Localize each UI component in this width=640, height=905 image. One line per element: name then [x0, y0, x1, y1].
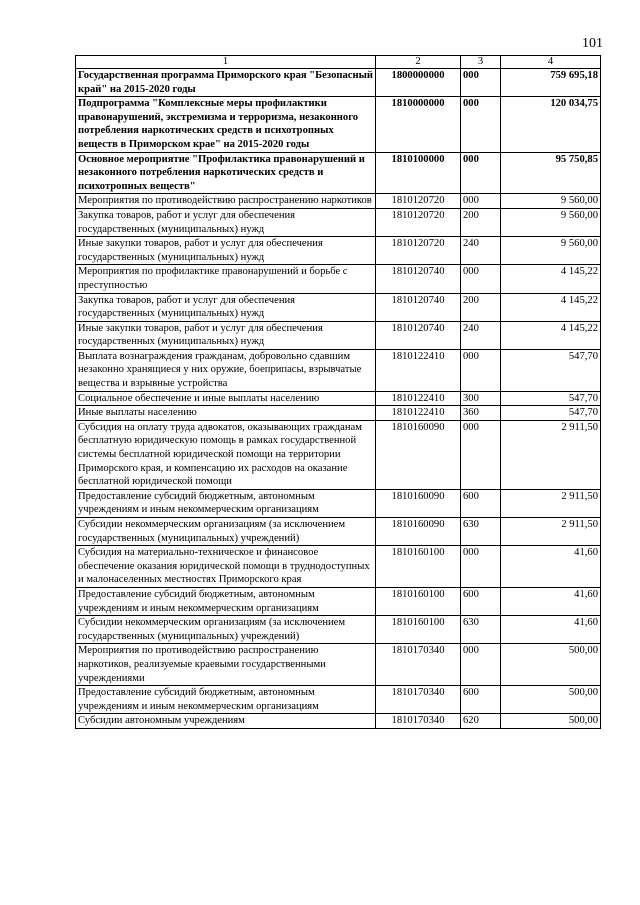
row-name-cell: Социальное обеспечение и иные выплаты населению: [76, 391, 376, 406]
row-kvr-cell: 600: [461, 587, 501, 615]
row-name-cell: Мероприятия по противодействию распространению наркотиков: [76, 194, 376, 209]
row-amount-cell: 500,00: [501, 714, 601, 729]
row-amount-cell: 9 560,00: [501, 208, 601, 236]
row-name-cell: Подпрограмма "Комплексные меры профилактики правонарушений, экстремизма и терроризма, незаконного потребления наркотических средств и психотропных веществ в Приморском крае" на 2015-2020 годы: [76, 97, 376, 152]
row-amount-cell: 9 560,00: [501, 237, 601, 265]
row-amount-cell: 2 911,50: [501, 518, 601, 546]
row-name-cell: Иные закупки товаров, работ и услуг для обеспечения государственных (муниципальных) нужд: [76, 237, 376, 265]
row-kvr-cell: 000: [461, 194, 501, 209]
table-row: [76, 194, 601, 209]
row-kvr-cell: 300: [461, 391, 501, 406]
row-kvr-cell: 360: [461, 406, 501, 421]
table-header: [76, 56, 601, 69]
row-code-cell: 1810122410: [376, 349, 461, 391]
row-kvr-cell: 000: [461, 265, 501, 293]
row-code-cell: 1810170340: [376, 644, 461, 686]
row-amount-cell: 120 034,75: [501, 97, 601, 152]
row-kvr-cell: 600: [461, 489, 501, 517]
row-kvr-cell: 630: [461, 616, 501, 644]
table-row: [76, 97, 601, 152]
table-row: [76, 208, 601, 236]
page-number: 101: [582, 36, 603, 51]
table-row: [76, 644, 601, 686]
row-name-cell: Иные закупки товаров, работ и услуг для обеспечения государственных (муниципальных) нужд: [76, 321, 376, 349]
row-kvr-cell: 000: [461, 546, 501, 588]
row-amount-cell: 41,60: [501, 616, 601, 644]
table-row: [76, 420, 601, 489]
row-amount-cell: 500,00: [501, 644, 601, 686]
row-kvr-cell: 000: [461, 349, 501, 391]
column-header-code: 2: [376, 56, 461, 69]
row-code-cell: 1800000000: [376, 69, 461, 97]
table-row: [76, 265, 601, 293]
row-amount-cell: 9 560,00: [501, 194, 601, 209]
row-name-cell: Предоставление субсидий бюджетным, автономным учреждениям и иным некоммерческим организациям: [76, 686, 376, 714]
table-row: [76, 686, 601, 714]
row-code-cell: 1810160100: [376, 546, 461, 588]
column-header-amount: 4: [501, 56, 601, 69]
row-amount-cell: 547,70: [501, 391, 601, 406]
row-name-cell: Субсидия на оплату труда адвокатов, оказывающих гражданам бесплатную юридическую помощь в рамках государственной системы бесплатной юридической помощи на территории Приморского края, и компенсацию их расходов на оказание бесплатной юридической помощи: [76, 420, 376, 489]
table-row: [76, 546, 601, 588]
row-code-cell: 1810122410: [376, 406, 461, 421]
row-kvr-cell: 000: [461, 69, 501, 97]
table-row: [76, 152, 601, 194]
row-amount-cell: 4 145,22: [501, 321, 601, 349]
row-amount-cell: 759 695,18: [501, 69, 601, 97]
row-code-cell: 1810160090: [376, 489, 461, 517]
column-header-name: 1: [76, 56, 376, 69]
row-kvr-cell: 240: [461, 237, 501, 265]
row-code-cell: 1810120720: [376, 194, 461, 209]
row-name-cell: Мероприятия по профилактике правонарушений и борьбе с преступностью: [76, 265, 376, 293]
row-code-cell: 1810170340: [376, 686, 461, 714]
row-code-cell: 1810000000: [376, 97, 461, 152]
row-name-cell: Закупка товаров, работ и услуг для обеспечения государственных (муниципальных) нужд: [76, 208, 376, 236]
row-kvr-cell: 200: [461, 293, 501, 321]
budget-table: [75, 55, 601, 729]
row-kvr-cell: 620: [461, 714, 501, 729]
row-kvr-cell: 200: [461, 208, 501, 236]
row-kvr-cell: 000: [461, 152, 501, 194]
table-row: [76, 321, 601, 349]
row-name-cell: Иные выплаты населению: [76, 406, 376, 421]
row-name-cell: Выплата вознаграждения гражданам, добровольно сдавшим незаконно хранящиеся у них оружие, боеприпасы, взрывчатые вещества и взрывные устройства: [76, 349, 376, 391]
header-row: [76, 56, 601, 69]
row-code-cell: 1810170340: [376, 714, 461, 729]
row-amount-cell: 41,60: [501, 587, 601, 615]
row-code-cell: 1810160100: [376, 616, 461, 644]
row-code-cell: 1810120720: [376, 237, 461, 265]
row-kvr-cell: 000: [461, 420, 501, 489]
row-code-cell: 1810120740: [376, 265, 461, 293]
row-code-cell: 1810122410: [376, 391, 461, 406]
table-row: [76, 489, 601, 517]
row-name-cell: Субсидии некоммерческим организациям (за исключением государственных (муниципальных) учреждений): [76, 518, 376, 546]
row-amount-cell: 4 145,22: [501, 265, 601, 293]
row-name-cell: Мероприятия по противодействию распространению наркотиков, реализуемые краевыми государственными учреждениями: [76, 644, 376, 686]
row-name-cell: Субсидии некоммерческим организациям (за исключением государственных (муниципальных) учреждений): [76, 616, 376, 644]
row-amount-cell: 547,70: [501, 406, 601, 421]
row-amount-cell: 95 750,85: [501, 152, 601, 194]
row-name-cell: Предоставление субсидий бюджетным, автономным учреждениям и иным некоммерческим организациям: [76, 489, 376, 517]
row-kvr-cell: 000: [461, 644, 501, 686]
column-header-kvr: 3: [461, 56, 501, 69]
row-code-cell: 1810100000: [376, 152, 461, 194]
row-name-cell: Основное мероприятие "Профилактика правонарушений и незаконного потребления наркотических средств и психотропных веществ": [76, 152, 376, 194]
row-amount-cell: 2 911,50: [501, 420, 601, 489]
table-row: [76, 349, 601, 391]
row-kvr-cell: 630: [461, 518, 501, 546]
row-kvr-cell: 600: [461, 686, 501, 714]
table-body: [76, 69, 601, 729]
row-amount-cell: 547,70: [501, 349, 601, 391]
row-code-cell: 1810160090: [376, 420, 461, 489]
row-amount-cell: 4 145,22: [501, 293, 601, 321]
row-amount-cell: 2 911,50: [501, 489, 601, 517]
row-amount-cell: 500,00: [501, 686, 601, 714]
table-row: [76, 518, 601, 546]
row-kvr-cell: 000: [461, 97, 501, 152]
table-row: [76, 293, 601, 321]
table-row: [76, 406, 601, 421]
row-code-cell: 1810160090: [376, 518, 461, 546]
row-kvr-cell: 240: [461, 321, 501, 349]
table-row: [76, 237, 601, 265]
row-name-cell: Государственная программа Приморского края "Безопасный край" на 2015-2020 годы: [76, 69, 376, 97]
row-name-cell: Предоставление субсидий бюджетным, автономным учреждениям и иным некоммерческим организациям: [76, 587, 376, 615]
table-row: [76, 391, 601, 406]
row-name-cell: Субсидии автономным учреждениям: [76, 714, 376, 729]
row-code-cell: 1810120740: [376, 293, 461, 321]
row-code-cell: 1810160100: [376, 587, 461, 615]
table-row: [76, 587, 601, 615]
table-row: [76, 69, 601, 97]
table-row: [76, 714, 601, 729]
row-name-cell: Закупка товаров, работ и услуг для обеспечения государственных (муниципальных) нужд: [76, 293, 376, 321]
row-amount-cell: 41,60: [501, 546, 601, 588]
row-code-cell: 1810120720: [376, 208, 461, 236]
row-code-cell: 1810120740: [376, 321, 461, 349]
table-row: [76, 616, 601, 644]
row-name-cell: Субсидия на материально-техническое и финансовое обеспечение оказания юридической помощи в труднодоступных и малонаселенных местностях Приморского края: [76, 546, 376, 588]
